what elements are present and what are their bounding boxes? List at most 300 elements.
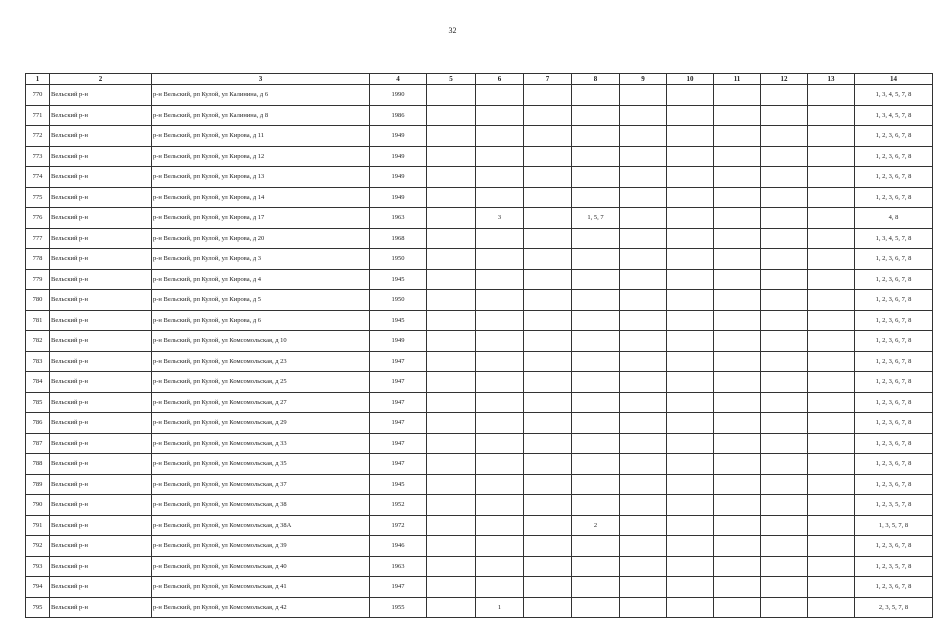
- col12-cell: [761, 351, 808, 372]
- table-row: [26, 269, 933, 290]
- col5-cell: [427, 495, 476, 516]
- col13-cell: [808, 351, 855, 372]
- column-header-13: 13: [808, 74, 855, 85]
- col11-cell: [714, 577, 761, 598]
- col5-cell: [427, 392, 476, 413]
- year-cell: 1963: [370, 208, 427, 229]
- col13-cell: [808, 85, 855, 106]
- col14-cell: 1, 2, 3, 6, 7, 8: [855, 433, 933, 454]
- column-header-1: 1: [26, 74, 50, 85]
- col9-cell: [620, 187, 667, 208]
- col8-cell: [572, 536, 620, 557]
- col14-cell: 1, 2, 3, 6, 7, 8: [855, 290, 933, 311]
- row-number: 788: [26, 454, 50, 475]
- col7-cell: [524, 454, 572, 475]
- col11-cell: [714, 495, 761, 516]
- col10-cell: [667, 351, 714, 372]
- col13-cell: [808, 474, 855, 495]
- col10-cell: [667, 269, 714, 290]
- district-cell: Вельский р-н: [50, 433, 152, 454]
- col12-cell: [761, 167, 808, 188]
- col9-cell: [620, 228, 667, 249]
- col7-cell: [524, 392, 572, 413]
- address-cell: р-н Вельский, рп Кулой, ул Калинина, д 8: [152, 105, 370, 126]
- col10-cell: [667, 495, 714, 516]
- col11-cell: [714, 310, 761, 331]
- col11-cell: [714, 269, 761, 290]
- col11-cell: [714, 597, 761, 618]
- col12-cell: [761, 331, 808, 352]
- col5-cell: [427, 372, 476, 393]
- col10-cell: [667, 126, 714, 147]
- table-row: [26, 351, 933, 372]
- district-cell: Вельский р-н: [50, 310, 152, 331]
- column-header-9: 9: [620, 74, 667, 85]
- col8-cell: [572, 269, 620, 290]
- table-row: [26, 85, 933, 106]
- col5-cell: [427, 331, 476, 352]
- table-row: [26, 495, 933, 516]
- col7-cell: [524, 556, 572, 577]
- col9-cell: [620, 454, 667, 475]
- col6-cell: [476, 556, 524, 577]
- col11-cell: [714, 413, 761, 434]
- address-cell: р-н Вельский, рп Кулой, ул Кирова, д 12: [152, 146, 370, 167]
- col7-cell: [524, 208, 572, 229]
- col8-cell: [572, 392, 620, 413]
- year-cell: 1949: [370, 187, 427, 208]
- row-number: 789: [26, 474, 50, 495]
- row-number: 791: [26, 515, 50, 536]
- table-row: [26, 597, 933, 618]
- address-cell: р-н Вельский, рп Кулой, ул Комсомольская, д 37: [152, 474, 370, 495]
- col13-cell: [808, 515, 855, 536]
- col11-cell: [714, 433, 761, 454]
- col6-cell: [476, 351, 524, 372]
- address-cell: р-н Вельский, рп Кулой, ул Комсомольская, д 25: [152, 372, 370, 393]
- col14-cell: 1, 2, 3, 6, 7, 8: [855, 454, 933, 475]
- col9-cell: [620, 433, 667, 454]
- column-header-5: 5: [427, 74, 476, 85]
- col8-cell: [572, 310, 620, 331]
- col13-cell: [808, 310, 855, 331]
- district-cell: Вельский р-н: [50, 556, 152, 577]
- col7-cell: [524, 269, 572, 290]
- row-number: 777: [26, 228, 50, 249]
- district-cell: Вельский р-н: [50, 413, 152, 434]
- col5-cell: [427, 310, 476, 331]
- col8-cell: [572, 577, 620, 598]
- year-cell: 1952: [370, 495, 427, 516]
- col12-cell: [761, 146, 808, 167]
- col8-cell: [572, 167, 620, 188]
- col13-cell: [808, 433, 855, 454]
- col8-cell: [572, 146, 620, 167]
- col10-cell: [667, 597, 714, 618]
- row-number: 786: [26, 413, 50, 434]
- row-number: 775: [26, 187, 50, 208]
- address-cell: р-н Вельский, рп Кулой, ул Кирова, д 17: [152, 208, 370, 229]
- district-cell: Вельский р-н: [50, 105, 152, 126]
- col14-cell: 1, 2, 3, 6, 7, 8: [855, 413, 933, 434]
- col6-cell: [476, 577, 524, 598]
- col13-cell: [808, 454, 855, 475]
- col14-cell: 1, 2, 3, 6, 7, 8: [855, 187, 933, 208]
- col13-cell: [808, 495, 855, 516]
- col9-cell: [620, 208, 667, 229]
- col7-cell: [524, 413, 572, 434]
- col5-cell: [427, 167, 476, 188]
- col5-cell: [427, 351, 476, 372]
- address-cell: р-н Вельский, рп Кулой, ул Комсомольская, д 23: [152, 351, 370, 372]
- col9-cell: [620, 146, 667, 167]
- table-row: [26, 433, 933, 454]
- address-cell: р-н Вельский, рп Кулой, ул Кирова, д 11: [152, 126, 370, 147]
- col7-cell: [524, 372, 572, 393]
- row-number: 790: [26, 495, 50, 516]
- row-number: 779: [26, 269, 50, 290]
- col12-cell: [761, 454, 808, 475]
- year-cell: 1947: [370, 454, 427, 475]
- col11-cell: [714, 126, 761, 147]
- col11-cell: [714, 454, 761, 475]
- row-number: 792: [26, 536, 50, 557]
- col13-cell: [808, 249, 855, 270]
- year-cell: 1947: [370, 413, 427, 434]
- row-number: 771: [26, 105, 50, 126]
- address-cell: р-н Вельский, рп Кулой, ул Комсомольская, д 29: [152, 413, 370, 434]
- year-cell: 1968: [370, 228, 427, 249]
- header-row: [26, 74, 933, 85]
- col7-cell: [524, 290, 572, 311]
- col13-cell: [808, 331, 855, 352]
- col5-cell: [427, 413, 476, 434]
- col11-cell: [714, 372, 761, 393]
- col13-cell: [808, 372, 855, 393]
- col14-cell: 1, 2, 3, 6, 7, 8: [855, 126, 933, 147]
- col7-cell: [524, 187, 572, 208]
- col5-cell: [427, 556, 476, 577]
- col9-cell: [620, 290, 667, 311]
- col9-cell: [620, 495, 667, 516]
- col13-cell: [808, 290, 855, 311]
- col9-cell: [620, 577, 667, 598]
- col7-cell: [524, 105, 572, 126]
- table-row: [26, 454, 933, 475]
- col13-cell: [808, 126, 855, 147]
- address-cell: р-н Вельский, рп Кулой, ул Кирова, д 13: [152, 167, 370, 188]
- col6-cell: [476, 187, 524, 208]
- col6-cell: 3: [476, 208, 524, 229]
- district-cell: Вельский р-н: [50, 187, 152, 208]
- col11-cell: [714, 536, 761, 557]
- col8-cell: [572, 105, 620, 126]
- table-row: [26, 515, 933, 536]
- col5-cell: [427, 249, 476, 270]
- col5-cell: [427, 85, 476, 106]
- col10-cell: [667, 392, 714, 413]
- row-number: 780: [26, 290, 50, 311]
- row-number: 783: [26, 351, 50, 372]
- col5-cell: [427, 597, 476, 618]
- column-header-10: 10: [667, 74, 714, 85]
- col7-cell: [524, 474, 572, 495]
- district-cell: Вельский р-н: [50, 208, 152, 229]
- col12-cell: [761, 577, 808, 598]
- year-cell: 1986: [370, 105, 427, 126]
- row-number: 781: [26, 310, 50, 331]
- district-cell: Вельский р-н: [50, 372, 152, 393]
- page-number: 32: [448, 26, 457, 35]
- col13-cell: [808, 187, 855, 208]
- col13-cell: [808, 536, 855, 557]
- col11-cell: [714, 208, 761, 229]
- district-cell: Вельский р-н: [50, 146, 152, 167]
- district-cell: Вельский р-н: [50, 474, 152, 495]
- row-number: 770: [26, 85, 50, 106]
- col14-cell: 2, 3, 5, 7, 8: [855, 597, 933, 618]
- district-cell: Вельский р-н: [50, 269, 152, 290]
- col5-cell: [427, 208, 476, 229]
- col9-cell: [620, 310, 667, 331]
- col9-cell: [620, 597, 667, 618]
- col11-cell: [714, 290, 761, 311]
- column-header-2: 2: [50, 74, 152, 85]
- year-cell: 1990: [370, 85, 427, 106]
- col5-cell: [427, 474, 476, 495]
- year-cell: 1947: [370, 392, 427, 413]
- row-number: 793: [26, 556, 50, 577]
- col10-cell: [667, 290, 714, 311]
- col8-cell: 1, 5, 7: [572, 208, 620, 229]
- table-row: [26, 577, 933, 598]
- district-cell: Вельский р-н: [50, 597, 152, 618]
- col7-cell: [524, 167, 572, 188]
- col6-cell: [476, 495, 524, 516]
- col12-cell: [761, 310, 808, 331]
- table-row: [26, 310, 933, 331]
- col8-cell: [572, 413, 620, 434]
- district-cell: Вельский р-н: [50, 577, 152, 598]
- table-row: [26, 392, 933, 413]
- address-cell: р-н Вельский, рп Кулой, ул Комсомольская, д 39: [152, 536, 370, 557]
- col14-cell: 1, 2, 3, 6, 7, 8: [855, 249, 933, 270]
- col14-cell: 1, 2, 3, 6, 7, 8: [855, 351, 933, 372]
- col14-cell: 1, 2, 3, 6, 7, 8: [855, 392, 933, 413]
- col12-cell: [761, 269, 808, 290]
- col5-cell: [427, 433, 476, 454]
- col10-cell: [667, 249, 714, 270]
- col11-cell: [714, 249, 761, 270]
- col12-cell: [761, 85, 808, 106]
- col9-cell: [620, 85, 667, 106]
- col13-cell: [808, 105, 855, 126]
- col14-cell: 1, 3, 5, 7, 8: [855, 515, 933, 536]
- col6-cell: [476, 392, 524, 413]
- col8-cell: [572, 597, 620, 618]
- col12-cell: [761, 597, 808, 618]
- col12-cell: [761, 208, 808, 229]
- col10-cell: [667, 105, 714, 126]
- address-cell: р-н Вельский, рп Кулой, ул Комсомольская, д 40: [152, 556, 370, 577]
- column-header-4: 4: [370, 74, 427, 85]
- col14-cell: 1, 2, 3, 5, 7, 8: [855, 556, 933, 577]
- col11-cell: [714, 105, 761, 126]
- col7-cell: [524, 515, 572, 536]
- address-cell: р-н Вельский, рп Кулой, ул Кирова, д 4: [152, 269, 370, 290]
- col12-cell: [761, 187, 808, 208]
- col13-cell: [808, 269, 855, 290]
- row-number: 774: [26, 167, 50, 188]
- col10-cell: [667, 556, 714, 577]
- col5-cell: [427, 105, 476, 126]
- col8-cell: [572, 454, 620, 475]
- col13-cell: [808, 556, 855, 577]
- col12-cell: [761, 474, 808, 495]
- year-cell: 1947: [370, 351, 427, 372]
- col8-cell: [572, 474, 620, 495]
- col11-cell: [714, 85, 761, 106]
- col12-cell: [761, 105, 808, 126]
- table-row: [26, 146, 933, 167]
- table-row: [26, 105, 933, 126]
- address-cell: р-н Вельский, рп Кулой, ул Комсомольская, д 27: [152, 392, 370, 413]
- col8-cell: [572, 556, 620, 577]
- col6-cell: [476, 413, 524, 434]
- table-row: [26, 474, 933, 495]
- col8-cell: [572, 187, 620, 208]
- col9-cell: [620, 249, 667, 270]
- col6-cell: [476, 167, 524, 188]
- row-number: 776: [26, 208, 50, 229]
- housing-registry-table: [25, 73, 933, 618]
- year-cell: 1963: [370, 556, 427, 577]
- col14-cell: 1, 2, 3, 6, 7, 8: [855, 146, 933, 167]
- district-cell: Вельский р-н: [50, 454, 152, 475]
- column-header-11: 11: [714, 74, 761, 85]
- col12-cell: [761, 556, 808, 577]
- col14-cell: 1, 2, 3, 6, 7, 8: [855, 310, 933, 331]
- col12-cell: [761, 433, 808, 454]
- col7-cell: [524, 331, 572, 352]
- year-cell: 1945: [370, 269, 427, 290]
- col7-cell: [524, 495, 572, 516]
- col7-cell: [524, 146, 572, 167]
- col13-cell: [808, 167, 855, 188]
- col11-cell: [714, 392, 761, 413]
- district-cell: Вельский р-н: [50, 167, 152, 188]
- row-number: 773: [26, 146, 50, 167]
- col11-cell: [714, 228, 761, 249]
- address-cell: р-н Вельский, рп Кулой, ул Комсомольская, д 41: [152, 577, 370, 598]
- col14-cell: 1, 2, 3, 6, 7, 8: [855, 167, 933, 188]
- col10-cell: [667, 167, 714, 188]
- col8-cell: [572, 228, 620, 249]
- col14-cell: 1, 2, 3, 6, 7, 8: [855, 372, 933, 393]
- table-body: [26, 85, 933, 618]
- col8-cell: [572, 85, 620, 106]
- col14-cell: 1, 3, 4, 5, 7, 8: [855, 105, 933, 126]
- table-row: [26, 167, 933, 188]
- col14-cell: 1, 2, 3, 6, 7, 8: [855, 474, 933, 495]
- col10-cell: [667, 146, 714, 167]
- year-cell: 1972: [370, 515, 427, 536]
- address-cell: р-н Вельский, рп Кулой, ул Комсомольская, д 35: [152, 454, 370, 475]
- col6-cell: [476, 85, 524, 106]
- column-header-7: 7: [524, 74, 572, 85]
- col13-cell: [808, 577, 855, 598]
- col6-cell: [476, 105, 524, 126]
- col12-cell: [761, 372, 808, 393]
- table-row: [26, 208, 933, 229]
- col7-cell: [524, 310, 572, 331]
- col7-cell: [524, 126, 572, 147]
- district-cell: Вельский р-н: [50, 331, 152, 352]
- col8-cell: [572, 495, 620, 516]
- col11-cell: [714, 351, 761, 372]
- district-cell: Вельский р-н: [50, 126, 152, 147]
- col6-cell: [476, 228, 524, 249]
- year-cell: 1949: [370, 167, 427, 188]
- address-cell: р-н Вельский, рп Кулой, ул Кирова, д 6: [152, 310, 370, 331]
- address-cell: р-н Вельский, рп Кулой, ул Кирова, д 20: [152, 228, 370, 249]
- district-cell: Вельский р-н: [50, 495, 152, 516]
- district-cell: Вельский р-н: [50, 290, 152, 311]
- col5-cell: [427, 454, 476, 475]
- col13-cell: [808, 208, 855, 229]
- col5-cell: [427, 290, 476, 311]
- col14-cell: 1, 3, 4, 5, 7, 8: [855, 85, 933, 106]
- col7-cell: [524, 433, 572, 454]
- col9-cell: [620, 372, 667, 393]
- col10-cell: [667, 433, 714, 454]
- table-row: [26, 126, 933, 147]
- col6-cell: [476, 126, 524, 147]
- col12-cell: [761, 126, 808, 147]
- col10-cell: [667, 372, 714, 393]
- table-row: [26, 249, 933, 270]
- address-cell: р-н Вельский, рп Кулой, ул Комсомольская, д 38А: [152, 515, 370, 536]
- address-cell: р-н Вельский, рп Кулой, ул Калинина, д 6: [152, 85, 370, 106]
- table-row: [26, 536, 933, 557]
- col8-cell: [572, 331, 620, 352]
- col9-cell: [620, 351, 667, 372]
- col10-cell: [667, 413, 714, 434]
- col11-cell: [714, 474, 761, 495]
- table-row: [26, 556, 933, 577]
- col7-cell: [524, 228, 572, 249]
- col8-cell: [572, 126, 620, 147]
- column-header-8: 8: [572, 74, 620, 85]
- col5-cell: [427, 269, 476, 290]
- col10-cell: [667, 577, 714, 598]
- row-number: 787: [26, 433, 50, 454]
- year-cell: 1949: [370, 126, 427, 147]
- col9-cell: [620, 331, 667, 352]
- col13-cell: [808, 146, 855, 167]
- col6-cell: 1: [476, 597, 524, 618]
- col10-cell: [667, 536, 714, 557]
- row-number: 795: [26, 597, 50, 618]
- table-row: [26, 187, 933, 208]
- col12-cell: [761, 290, 808, 311]
- col10-cell: [667, 515, 714, 536]
- year-cell: 1947: [370, 372, 427, 393]
- col9-cell: [620, 556, 667, 577]
- col11-cell: [714, 187, 761, 208]
- address-cell: р-н Вельский, рп Кулой, ул Комсомольская, д 10: [152, 331, 370, 352]
- district-cell: Вельский р-н: [50, 351, 152, 372]
